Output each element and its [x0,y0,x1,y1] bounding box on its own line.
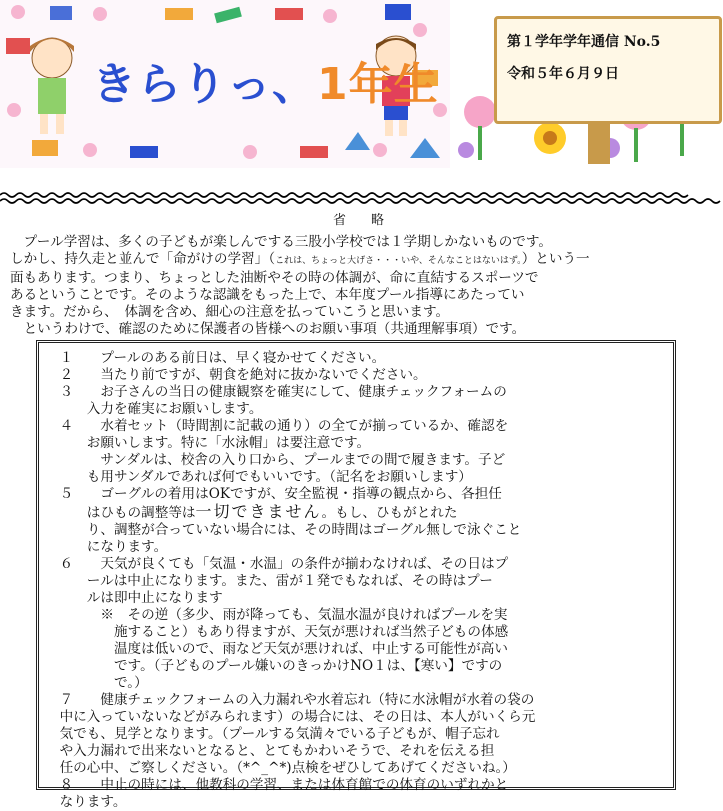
request-list [46,350,668,811]
list-line: お願いします。特に「水泳帽」は要注意です。 [46,435,371,451]
list-line: ３ お子さんの当日の健康観察を確実にして、健康チェックフォームの [46,384,507,400]
issue-date: 令和５年６月９日 [507,66,619,82]
aside-note: これは、ちょっと大げさ・・・いや、そんなことはないはず。 [275,256,522,266]
list-line: 施すること）もあり得ますが、天気が悪ければ当然子どもの体感 [46,624,509,640]
intro-line: 面もあります。つまり、ちょっとした油断やその時の体調が、命に直結するスポーツで [10,270,539,286]
intro-line: プール学習は、多くの子どもが楽しんでする三股小学校では１学期しかないものです。 [10,234,552,250]
list-line: サンダルは、校舎の入り口から、プールまでの間で履きます。子ど [46,452,506,468]
list-line: 任の心中、ご察しください。（*^_^*)点検をぜひしてあげてくださいね。） [46,760,516,776]
list-line: や入力漏れで出来ないとなると、とてもかわいそうで、それを伝える担 [46,743,495,759]
list-line: １ プールのある前日は、早く寝かせてください。 [46,350,386,366]
list-line: 中に入っていないなどがみられます）の場合には、その日は、本人がいくら元 [46,709,536,725]
list-line: 入力を確実にお願いします。 [46,401,263,417]
list-line: ５ ゴーグルの着用はOKですが、安全監視・指導の観点から、各担任 [46,486,502,502]
list-line: ４ 水着セット（時間割に記載の通り）の全てが揃っているか、確認を [46,418,509,434]
wavy-divider [0,190,723,206]
intro-paragraph [10,234,713,338]
list-line: です。（子どものプール嫌いのきっかけNO１は、【寒い】ですの [46,658,503,674]
issue-number: 第１学年学年通信 No.5 [507,34,661,50]
list-line: ６ 天気が良くても「気温・水温」の条件が揃わなければ、その日はプ [46,556,509,572]
issue-info-sign [494,16,722,124]
list-line: はひもの調整等は一切できません。もし、ひもがとれた [46,502,458,521]
list-line: なります。 [46,794,127,810]
list-line: も用サンダルであれば何でもいいです。（記名をお願いします） [46,469,472,485]
omitted-section-label: 省 略 [332,213,390,228]
list-line: り、調整が合っていない場合には、その時間はゴーグル無しで泳ぐこと [46,522,522,538]
title-part-2: 1年生 [317,59,439,110]
newsletter-header [0,0,723,190]
list-line: ７ 健康チェックフォームの入力漏れや水着忘れ（特に水泳帽が水着の袋の [46,692,535,708]
list-line: 温度は低いので、雨など天気が悪ければ、中止する可能性が高い [46,641,508,657]
list-line: で。） [46,675,148,691]
title-part-1: きらりっ、 [92,59,317,110]
list-line: ※ その逆（多少、雨が降っても、気温水温が良ければプールを実 [46,607,508,623]
list-line: ールは中止になります。また、雷が１発でもなれば、その時はプー [46,573,493,589]
intro-line: あるということです。そのような認識をもった上で、本年度プール指導にあたってい [10,287,525,303]
sign-post [588,118,610,164]
newsletter-title [92,48,439,112]
intro-line: というわけで、確認のために保護者の皆様へのお願い事項（共通理解事項）です。 [10,321,526,337]
emphasis-text: 一切できません [195,502,322,521]
list-line: ８ 中止の時には、他教科の学習、または体育館での体育のいずれかと [46,777,509,793]
list-line: ２ 当たり前ですが、朝食を絶対に抜かないでください。 [46,367,427,383]
intro-line: きます。だから、 体調を含め、細心の注意を払っていこうと思います。 [10,304,450,320]
list-line: ルは即中止になります [46,590,223,606]
list-line: になります。 [46,539,168,555]
intro-line: しかし、持久走と並んで「命がけの学習」（これは、ちょっと大げさ・・・いや、そんなことはないはず。）という一 [10,251,590,267]
list-line: 気でも、見学となります。（プールする気満々でいる子どもが、帽子忘れ [46,726,500,742]
